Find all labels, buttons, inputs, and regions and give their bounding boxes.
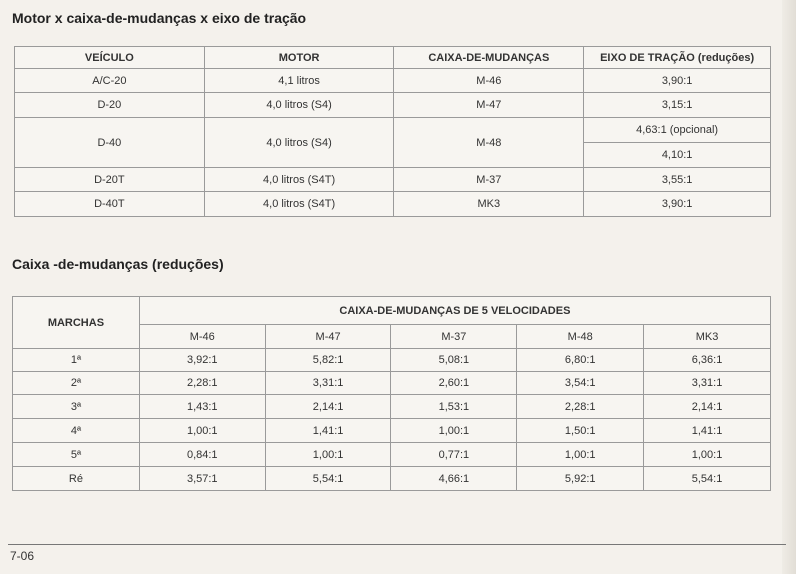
cell-caixa: MK3 [394,192,584,217]
cell-marcha: Ré [13,467,140,491]
cell-caixa: M-37 [394,168,584,192]
cell-value: 5,92:1 [517,467,644,491]
cell-marcha: 5ª [13,443,140,467]
cell-eixo: 3,90:1 [584,192,771,217]
table-row [13,419,771,443]
footer-divider [8,544,786,545]
cell-veiculo: D-40T [15,192,205,217]
cell-value: 3,54:1 [517,372,644,395]
cell-veiculo: D-40 [15,118,205,168]
table-row [15,168,771,192]
cell-value: 1,50:1 [517,419,644,443]
cell-veiculo: D-20 [15,93,205,118]
cell-value: 2,60:1 [391,372,517,395]
motor-caixa-eixo-table [14,46,771,217]
table-row [13,395,771,419]
column-header: M-47 [265,325,391,349]
table-header-row [15,47,771,69]
cell-eixo: 4,10:1 [584,143,771,168]
cell-marcha: 3ª [13,395,140,419]
cell-veiculo: A/C-20 [15,69,205,93]
column-header: M-46 [139,325,265,349]
cell-eixo: 3,90:1 [584,69,771,93]
header-eixo: EIXO DE TRAÇÃO (reduções) [584,47,771,69]
cell-value: 0,77:1 [391,443,517,467]
cell-value: 5,82:1 [265,349,391,372]
cell-marcha: 4ª [13,419,140,443]
cell-caixa: M-47 [394,93,584,118]
table-row [13,349,771,372]
cell-value: 1,41:1 [644,419,771,443]
cell-value: 1,00:1 [644,443,771,467]
table-row [15,69,771,93]
cell-value: 2,14:1 [265,395,391,419]
cell-value: 1,43:1 [139,395,265,419]
page-edge [782,0,796,574]
header-veiculo: VEÍCULO [15,47,205,69]
column-header: MK3 [644,325,771,349]
cell-caixa: M-48 [394,118,584,168]
cell-eixo-opcional: 4,63:1 (opcional) [584,118,771,143]
cell-motor: 4,0 litros (S4T) [204,192,394,217]
cell-value: 2,28:1 [517,395,644,419]
cell-marcha: 2ª [13,372,140,395]
cell-motor: 4,1 litros [204,69,394,93]
cell-value: 1,00:1 [139,419,265,443]
cell-value: 3,31:1 [265,372,391,395]
cell-caixa: M-46 [394,69,584,93]
table-row [13,372,771,395]
cell-motor: 4,0 litros (S4T) [204,168,394,192]
cell-motor: 4,0 litros (S4) [204,118,394,168]
cell-value: 1,53:1 [391,395,517,419]
cell-eixo: 3,55:1 [584,168,771,192]
header-caixa-5-velocidades: CAIXA-DE-MUDANÇAS DE 5 VELOCIDADES [139,297,770,325]
header-caixa: CAIXA-DE-MUDANÇAS [394,47,584,69]
cell-value: 3,31:1 [644,372,771,395]
page-number: 7-06 [10,549,35,563]
table-row [15,118,771,143]
table-row [13,467,771,491]
section-title-caixa-reducoes: Caixa -de-mudanças (reduções) [12,256,224,272]
cell-value: 5,08:1 [391,349,517,372]
cell-value: 1,41:1 [265,419,391,443]
section-title-motor-caixa-eixo: Motor x caixa-de-mudanças x eixo de tração [12,10,307,26]
cell-value: 5,54:1 [644,467,771,491]
cell-value: 2,28:1 [139,372,265,395]
table-row [13,443,771,467]
table-row [15,93,771,118]
table-row [15,192,771,217]
cell-value: 5,54:1 [265,467,391,491]
column-header: M-48 [517,325,644,349]
cell-value: 0,84:1 [139,443,265,467]
cell-value: 1,00:1 [517,443,644,467]
cell-value: 6,36:1 [644,349,771,372]
cell-value: 3,92:1 [139,349,265,372]
header-marchas: MARCHAS [13,297,140,349]
caixa-reducoes-table [12,296,771,491]
cell-value: 1,00:1 [391,419,517,443]
cell-value: 3,57:1 [139,467,265,491]
cell-motor: 4,0 litros (S4) [204,93,394,118]
cell-value: 1,00:1 [265,443,391,467]
cell-veiculo: D-20T [15,168,205,192]
cell-value: 2,14:1 [644,395,771,419]
column-header: M-37 [391,325,517,349]
cell-eixo: 3,15:1 [584,93,771,118]
cell-value: 4,66:1 [391,467,517,491]
header-motor: MOTOR [204,47,394,69]
table-header-row [13,297,771,325]
cell-marcha: 1ª [13,349,140,372]
cell-value: 6,80:1 [517,349,644,372]
